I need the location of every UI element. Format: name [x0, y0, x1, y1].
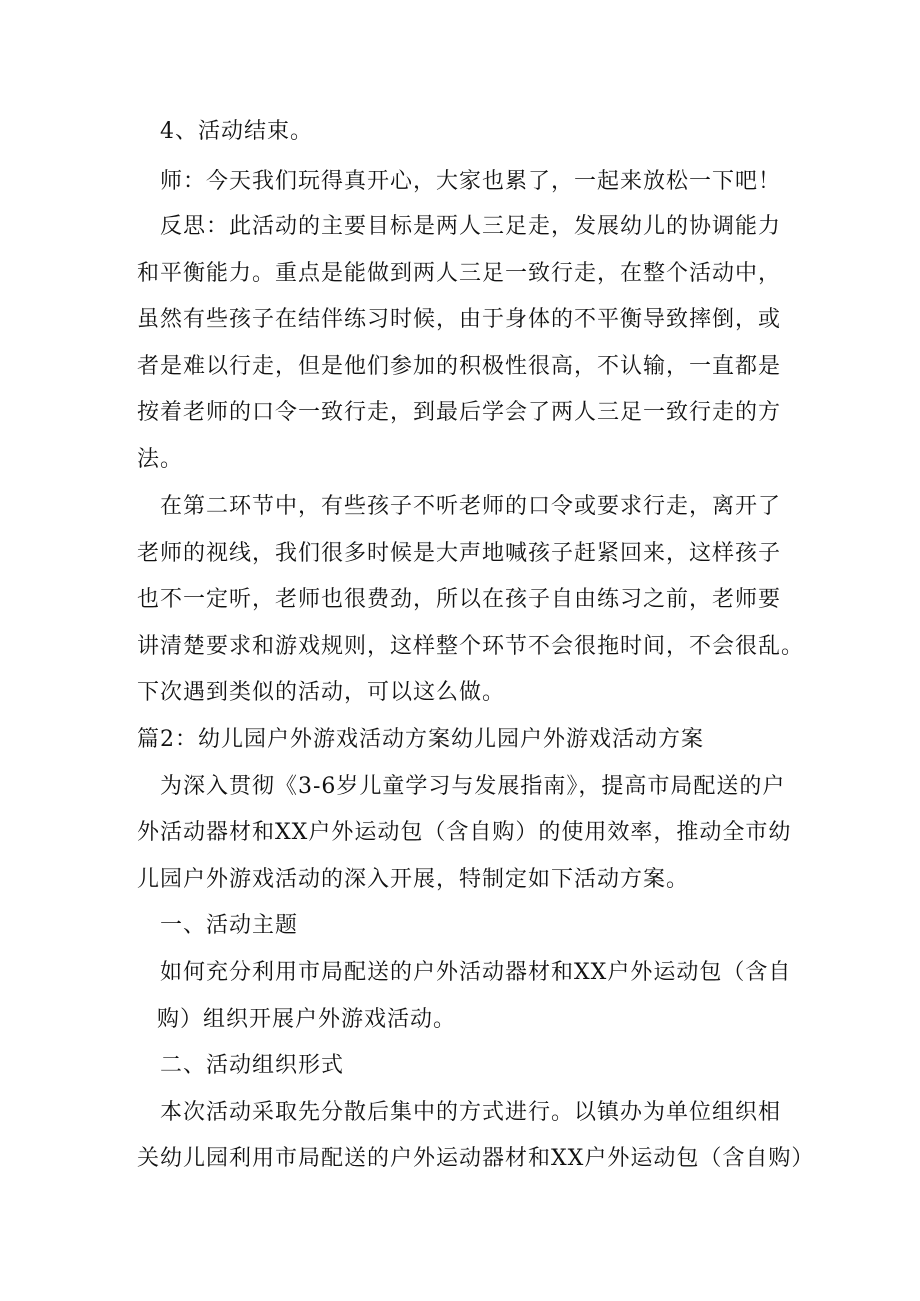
paragraph-2-line-1: 在第二环节中，有些孩子不听老师的口令或要求行走，离开了: [160, 494, 782, 519]
reflection-line-5: 按着老师的口令一致行走，到最后学会了两人三足一致行走的方: [137, 400, 782, 425]
reflection-line-6: 法。: [137, 447, 184, 472]
reflection-line-3: 虽然有些孩子在结伴练习时候，由于身体的不平衡导致摔倒，或: [137, 307, 782, 332]
heading-activity-end: 4、活动结束。: [160, 119, 313, 144]
paragraph-2-line-3: 也不一定听，老师也很费劲，所以在孩子自由练习之前，老师要: [137, 587, 782, 612]
section-title-2: 篇2：幼儿园户外游戏活动方案幼儿园户外游戏活动方案: [137, 727, 704, 752]
teacher-line: 师：今天我们玩得真开心，大家也累了，一起来放松一下吧！: [160, 169, 782, 194]
reflection-line-1: 反思：此活动的主要目标是两人三足走，发展幼儿的协调能力: [160, 214, 782, 239]
heading-organization: 二、活动组织形式: [160, 1053, 345, 1078]
organization-line-1: 本次活动采取先分散后集中的方式进行。以镇办为单位组织相: [160, 1100, 782, 1125]
organization-line-2: 关幼儿园利用市局配送的户外运动器材和XX户外运动包（含自购）: [137, 1146, 815, 1171]
heading-theme: 一、活动主题: [160, 913, 299, 938]
reflection-line-2: 和平衡能力。重点是能做到两人三足一致行走，在整个活动中，: [137, 261, 782, 286]
paragraph-2-line-5: 下次遇到类似的活动，可以这么做。: [137, 680, 506, 705]
intro-line-3: 儿园户外游戏活动的深入开展，特制定如下活动方案。: [137, 867, 690, 892]
theme-line-1: 如何充分利用市局配送的户外活动器材和XX户外运动包（含自: [160, 960, 792, 985]
paragraph-2-line-2: 老师的视线，我们很多时候是大声地喊孩子赶紧回来，这样孩子: [137, 541, 782, 566]
reflection-line-4: 者是难以行走，但是他们参加的积极性很高，不认输，一直都是: [137, 354, 782, 379]
theme-line-2: 购）组织开展户外游戏活动。: [157, 1007, 457, 1032]
intro-line-2: 外活动器材和XX户外运动包（含自购）的使用效率，推动全市幼: [137, 820, 792, 845]
paragraph-2-line-4: 讲清楚要求和游戏规则，这样整个环节不会很拖时间，不会很乱。: [137, 634, 805, 659]
intro-line-1: 为深入贯彻《3-6岁儿童学习与发展指南》，提高市局配送的户: [160, 774, 786, 799]
